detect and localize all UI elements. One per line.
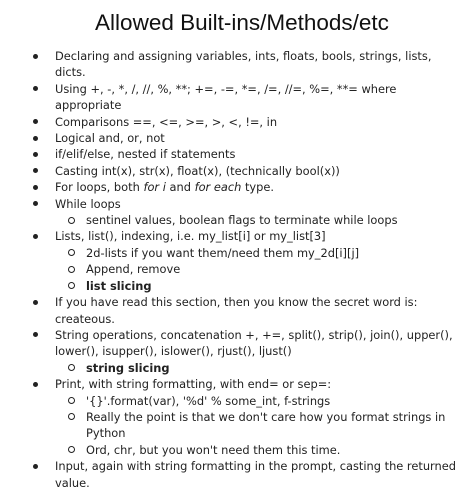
- bullet-icon: [33, 185, 38, 190]
- sub-list-item-text: sentinel values, boolean flags to terminate while loops: [86, 213, 398, 228]
- bullet-icon: [33, 382, 38, 387]
- sub-list-item-text-bold: list slicing: [86, 278, 152, 293]
- list-item-text: While loops: [55, 196, 121, 211]
- list-item: [24, 81, 460, 114]
- list-item-text: For loops, both: [55, 180, 144, 195]
- bullet-icon: [33, 119, 38, 124]
- sub-list: [55, 212, 460, 228]
- list-item-text: Logical and, or, not: [55, 131, 165, 146]
- bullet-icon: [33, 234, 38, 239]
- bullet-icon: [33, 464, 38, 469]
- list-item: [24, 114, 460, 130]
- bullet-icon: [33, 332, 38, 337]
- page-title: Allowed Built-ins/Methods/etc: [95, 10, 389, 35]
- list-item-text: if/elif/else, nested if statements: [55, 147, 236, 162]
- sub-list-item-text: '{}'.format(var), '%d' % some_int, f-strings: [86, 393, 331, 408]
- list-item: [24, 130, 460, 146]
- sub-list-item-text: Really the point is that we don't care how you format strings in Python: [86, 409, 446, 441]
- list-item: [24, 376, 460, 458]
- bullet-icon: [33, 168, 38, 173]
- list-item-text: type.: [241, 180, 275, 195]
- list-item-text: Using +, -, *, /, //, %, **; +=, -=, *=, /=, //=, %=, **= where appropriate: [55, 81, 397, 113]
- list-item-text: Input, again with string formatting in the prompt, casting the returned value.: [55, 459, 456, 490]
- list-item: [24, 146, 460, 162]
- list-item-text: Lists, list(), indexing, i.e. my_list[i] or my_list[3]: [55, 229, 326, 244]
- circle-bullet-icon: [68, 364, 75, 371]
- sub-list-item-text: 2d-lists if you want them/need them my_2d[i][j]: [86, 245, 360, 260]
- sub-list: [55, 393, 460, 459]
- list-item-text: Casting int(x), str(x), float(x), (technically bool(x)): [55, 163, 340, 178]
- sub-list-item: [55, 261, 460, 277]
- list-item: [24, 163, 460, 179]
- circle-bullet-icon: [68, 217, 75, 224]
- sub-list-item: [55, 409, 460, 442]
- builtins-list: [24, 48, 460, 491]
- circle-bullet-icon: [68, 446, 75, 453]
- circle-bullet-icon: [68, 282, 75, 289]
- list-item: [24, 228, 460, 294]
- list-item-text: Print, with string formatting, with end= or sep=:: [55, 377, 332, 392]
- list-item: [24, 458, 460, 491]
- bullet-icon: [33, 300, 38, 305]
- sub-list-item: [55, 245, 460, 261]
- list-item-italic: for each: [194, 180, 242, 195]
- bullet-icon: [33, 152, 38, 157]
- circle-bullet-icon: [68, 397, 75, 404]
- list-item-text: Comparisons ==, <=, >=, >, <, !=, in: [55, 114, 278, 129]
- list-item: [24, 327, 460, 376]
- sub-list-item-text: Ord, chr, but you won't need them this time.: [86, 442, 341, 457]
- list-item-text: Declaring and assigning variables, ints, floats, bools, strings, lists, dicts.: [55, 49, 432, 80]
- sub-list: [55, 245, 460, 294]
- circle-bullet-icon: [68, 249, 75, 256]
- sub-list-item: [55, 212, 460, 228]
- sub-list-item: [55, 278, 460, 294]
- sub-list-item: [55, 360, 460, 376]
- bullet-icon: [33, 136, 38, 141]
- sub-list-item: [55, 393, 460, 409]
- sub-list: [55, 360, 460, 376]
- sub-list-item-text-bold: string slicing: [86, 360, 170, 375]
- circle-bullet-icon: [68, 266, 75, 273]
- circle-bullet-icon: [68, 413, 75, 420]
- sub-list-item: [55, 442, 460, 458]
- bullet-icon: [33, 86, 38, 91]
- list-item: [24, 294, 460, 327]
- bullet-icon: [33, 54, 38, 59]
- list-item-text: and: [165, 180, 195, 195]
- list-item-text: String operations, concatenation +, +=, split(), strip(), join(), upper(), lower(), isupper(), islower(), rjust(), ljust(): [55, 327, 453, 359]
- list-item-text: If you have read this section, then you know the secret word is: createous.: [55, 295, 418, 326]
- list-item-italic: for i: [143, 180, 166, 195]
- sub-list-item-text: Append, remove: [86, 262, 181, 277]
- list-item: [24, 179, 460, 195]
- list-item: [24, 48, 460, 81]
- bullet-icon: [33, 201, 38, 206]
- list-item: [24, 196, 460, 229]
